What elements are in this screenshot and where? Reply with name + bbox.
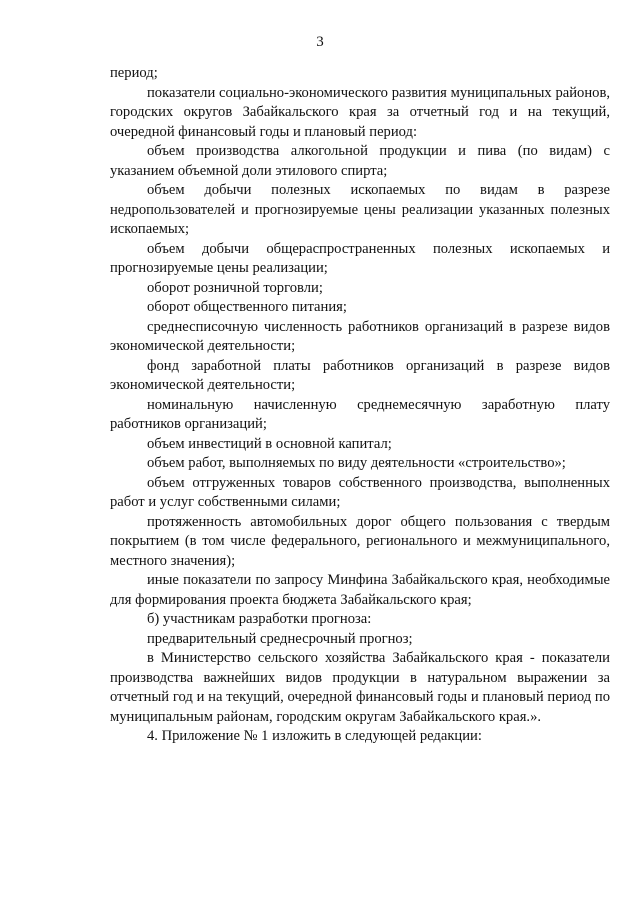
paragraph-14: протяженность автомобильных дорог общего пользования с твердым покрытием (в том числе федерального, регионального и межмуниципального, местного значения); [110, 513, 610, 569]
paragraph-4: объем добычи полезных ископаемых по видам в разрезе недропользователей и прогнозируемые цены реализации указанных полезных ископаемых; [110, 182, 610, 237]
paragraph-13: объем отгруженных товаров собственного производства, выполненных работ и услуг собственными силами; [110, 474, 610, 510]
paragraph-3: объем производства алкогольной продукции и пива (по видам) с указанием объемной доли этилового спирта; [110, 143, 610, 179]
paragraph-12: объем работ, выполняемых по виду деятельности «строительство»; [147, 455, 566, 471]
paragraph-11: объем инвестиций в основной капитал; [147, 435, 392, 452]
paragraph-10: номинальную начисленную среднемесячную заработную плату работников организаций; [110, 396, 610, 432]
paragraph-5: объем добычи общераспространенных полезных ископаемых и прогнозируемые цены реализации; [110, 240, 610, 276]
paragraph-7: оборот общественного питания; [147, 299, 347, 315]
paragraph-19: 4. Приложение № 1 изложить в следующей редакции: [147, 728, 482, 744]
paragraph-17: предварительный среднесрочный прогноз; [147, 630, 413, 647]
page-number: 3 [316, 34, 324, 50]
paragraph-15: иные показатели по запросу Минфина Забайкальского края, необходимые для формирования проекта бюджета Забайкальского края; [110, 572, 610, 608]
paragraph-1: период; [110, 65, 158, 81]
paragraph-6: оборот розничной торговли; [147, 279, 323, 296]
paragraph-16: б) участникам разработки прогноза: [147, 611, 372, 627]
paragraph-9: фонд заработной платы работников организаций в разрезе видов экономической деятельности; [110, 357, 610, 393]
paragraph-2: показатели социально-экономического развития муниципальных районов, городских округов Забайкальского края за отчетный год и на текущий, очередной финансовый годы и плановый период: [110, 84, 610, 140]
paragraph-8: среднесписочную численность работников организаций в разрезе видов экономической деятельности; [110, 318, 610, 354]
paragraph-18: в Министерство сельского хозяйства Забайкальского края - показатели производства важнейших видов продукции в натуральном выражении за отчетный год и на текущий, очередной финансовый годы и плановый период по муниципальным районам, городским округам Забайкальского края.». [110, 650, 610, 725]
document-body [110, 64, 610, 747]
